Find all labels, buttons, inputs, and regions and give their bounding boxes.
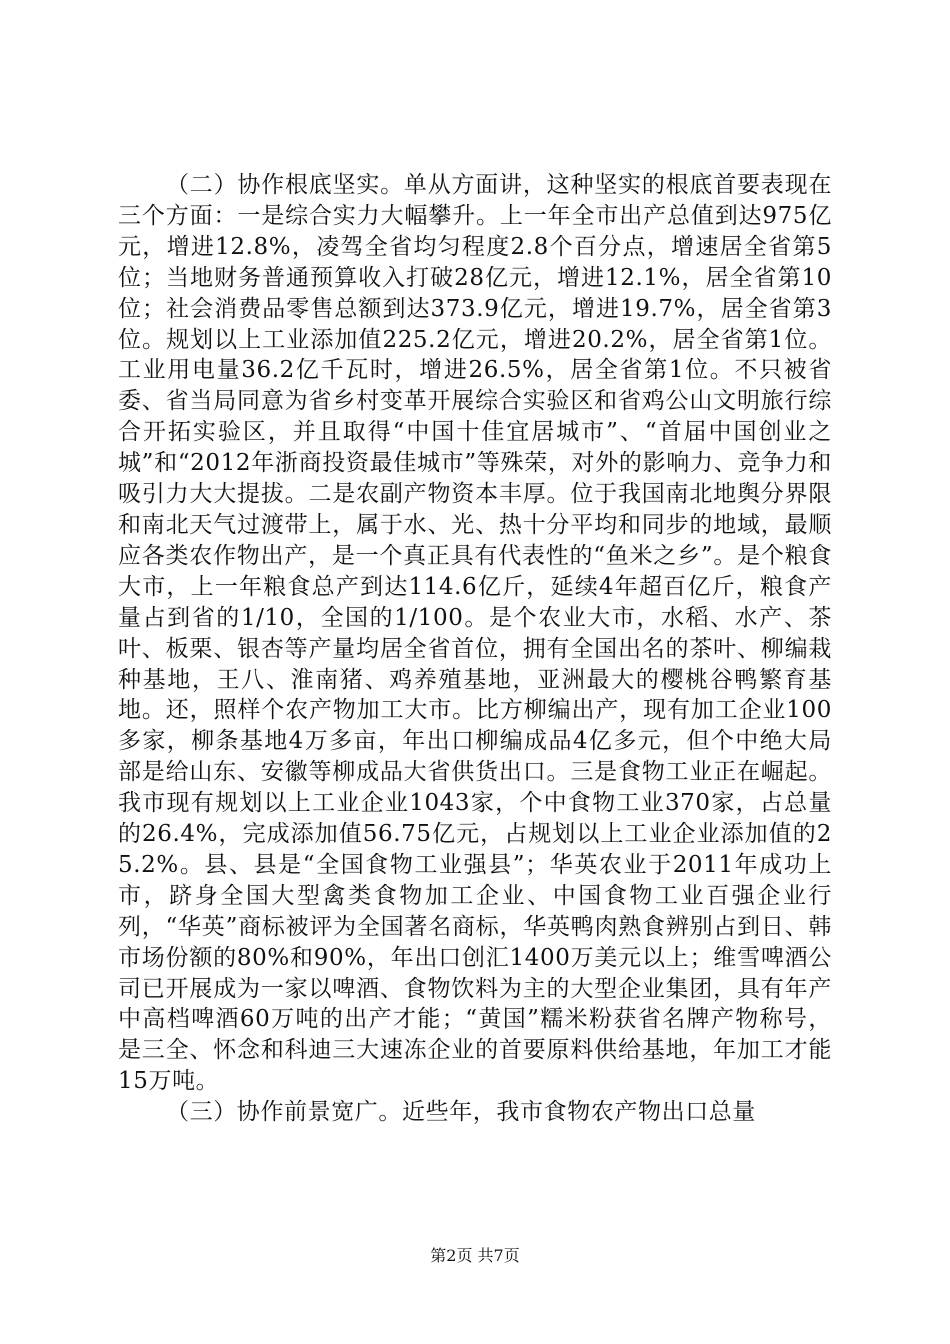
page-footer (0, 1243, 950, 1266)
paragraph-cooperation-prospects: （三）协作前景宽广。近些年，我市食物农产物出口总量 (166, 1099, 756, 1126)
document-body (118, 170, 832, 1128)
page-number-label: 第2页 共7页 (430, 1246, 520, 1265)
paragraph-cooperation-foundation: （二）协作根底坚实。单从方面讲，这种坚实的根底首要表现在三个方面：一是综合实力大幅攀升。上一年全市出产总值到达975亿元，增进12.8%，凌驾全省均匀程度2.8个百分点，增速居全省第5位；当地财务普通预算收入打破28亿元，增进12.1%，居全省第10位；社会消费品零售总额到达373.9亿元，增进19.7%，居全省第3位。规划以上工业添加值225.2亿元，增进20.2%，居全省第1位。工业用电量36.2亿千瓦时，增进26.5%，居全省第1位。不只被省委、省当局同意为省乡村变革开展综合实验区和省鸡公山文明旅行综合开拓实验区，并且取得“中国十佳宜居城市”、“首届中国创业之城”和“2012年浙商投资最佳城市”等殊荣，对外的影响力、竞争力和吸引力大大提拔。二是农副产物资本丰厚。位于我国南北地舆分界限和南北天气过渡带上，属于水、光、热十分平均和同步的地域，最顺应各类农作物出产，是一个真正具有代表性的“鱼米之乡”。是个粮食大市，上一年粮食总产到达114.6亿斤，延续4年超百亿斤，粮食产量占到省的1/10，全国的1/100。是个农业大市，水稻、水产、茶叶、板栗、银杏等产量均居全省首位，拥有全国出名的茶叶、柳编栽种基地，王八、淮南猪、鸡养殖基地，亚洲最大的樱桃谷鸭繁育基地。还，照样个农产物加工大市。比方柳编出产，现有加工企业100多家，柳条基地4万多亩，年出口柳编成品4亿多元，但个中绝大局部是给山东、安徽等柳成品大省供货出口。三是食物工业正在崛起。我市现有规划以上工业企业1043家，个中食物工业370家，占总量的26.4%，完成添加值56.75亿元，占规划以上工业企业添加值的25.2%。县、县是“全国食物工业强县”；华英农业于2011年成功上市，跻身全国大型禽类食物加工企业、中国食物工业百强企业行列，“华英”商标被评为全国著名商标，华英鸭肉熟食辨别占到日、韩市场份额的80%和90%，年出口创汇1400万美元以上；维雪啤酒公司已开展成为一家以啤酒、食物饮料为主的大型企业集团，具有年产中高档啤酒60万吨的出产才能；“黄国”糯米粉获省名牌产物称号，是三全、怀念和科迪三大速冻企业的首要原料供给基地，年加工才能15万吨。 (118, 172, 832, 1095)
